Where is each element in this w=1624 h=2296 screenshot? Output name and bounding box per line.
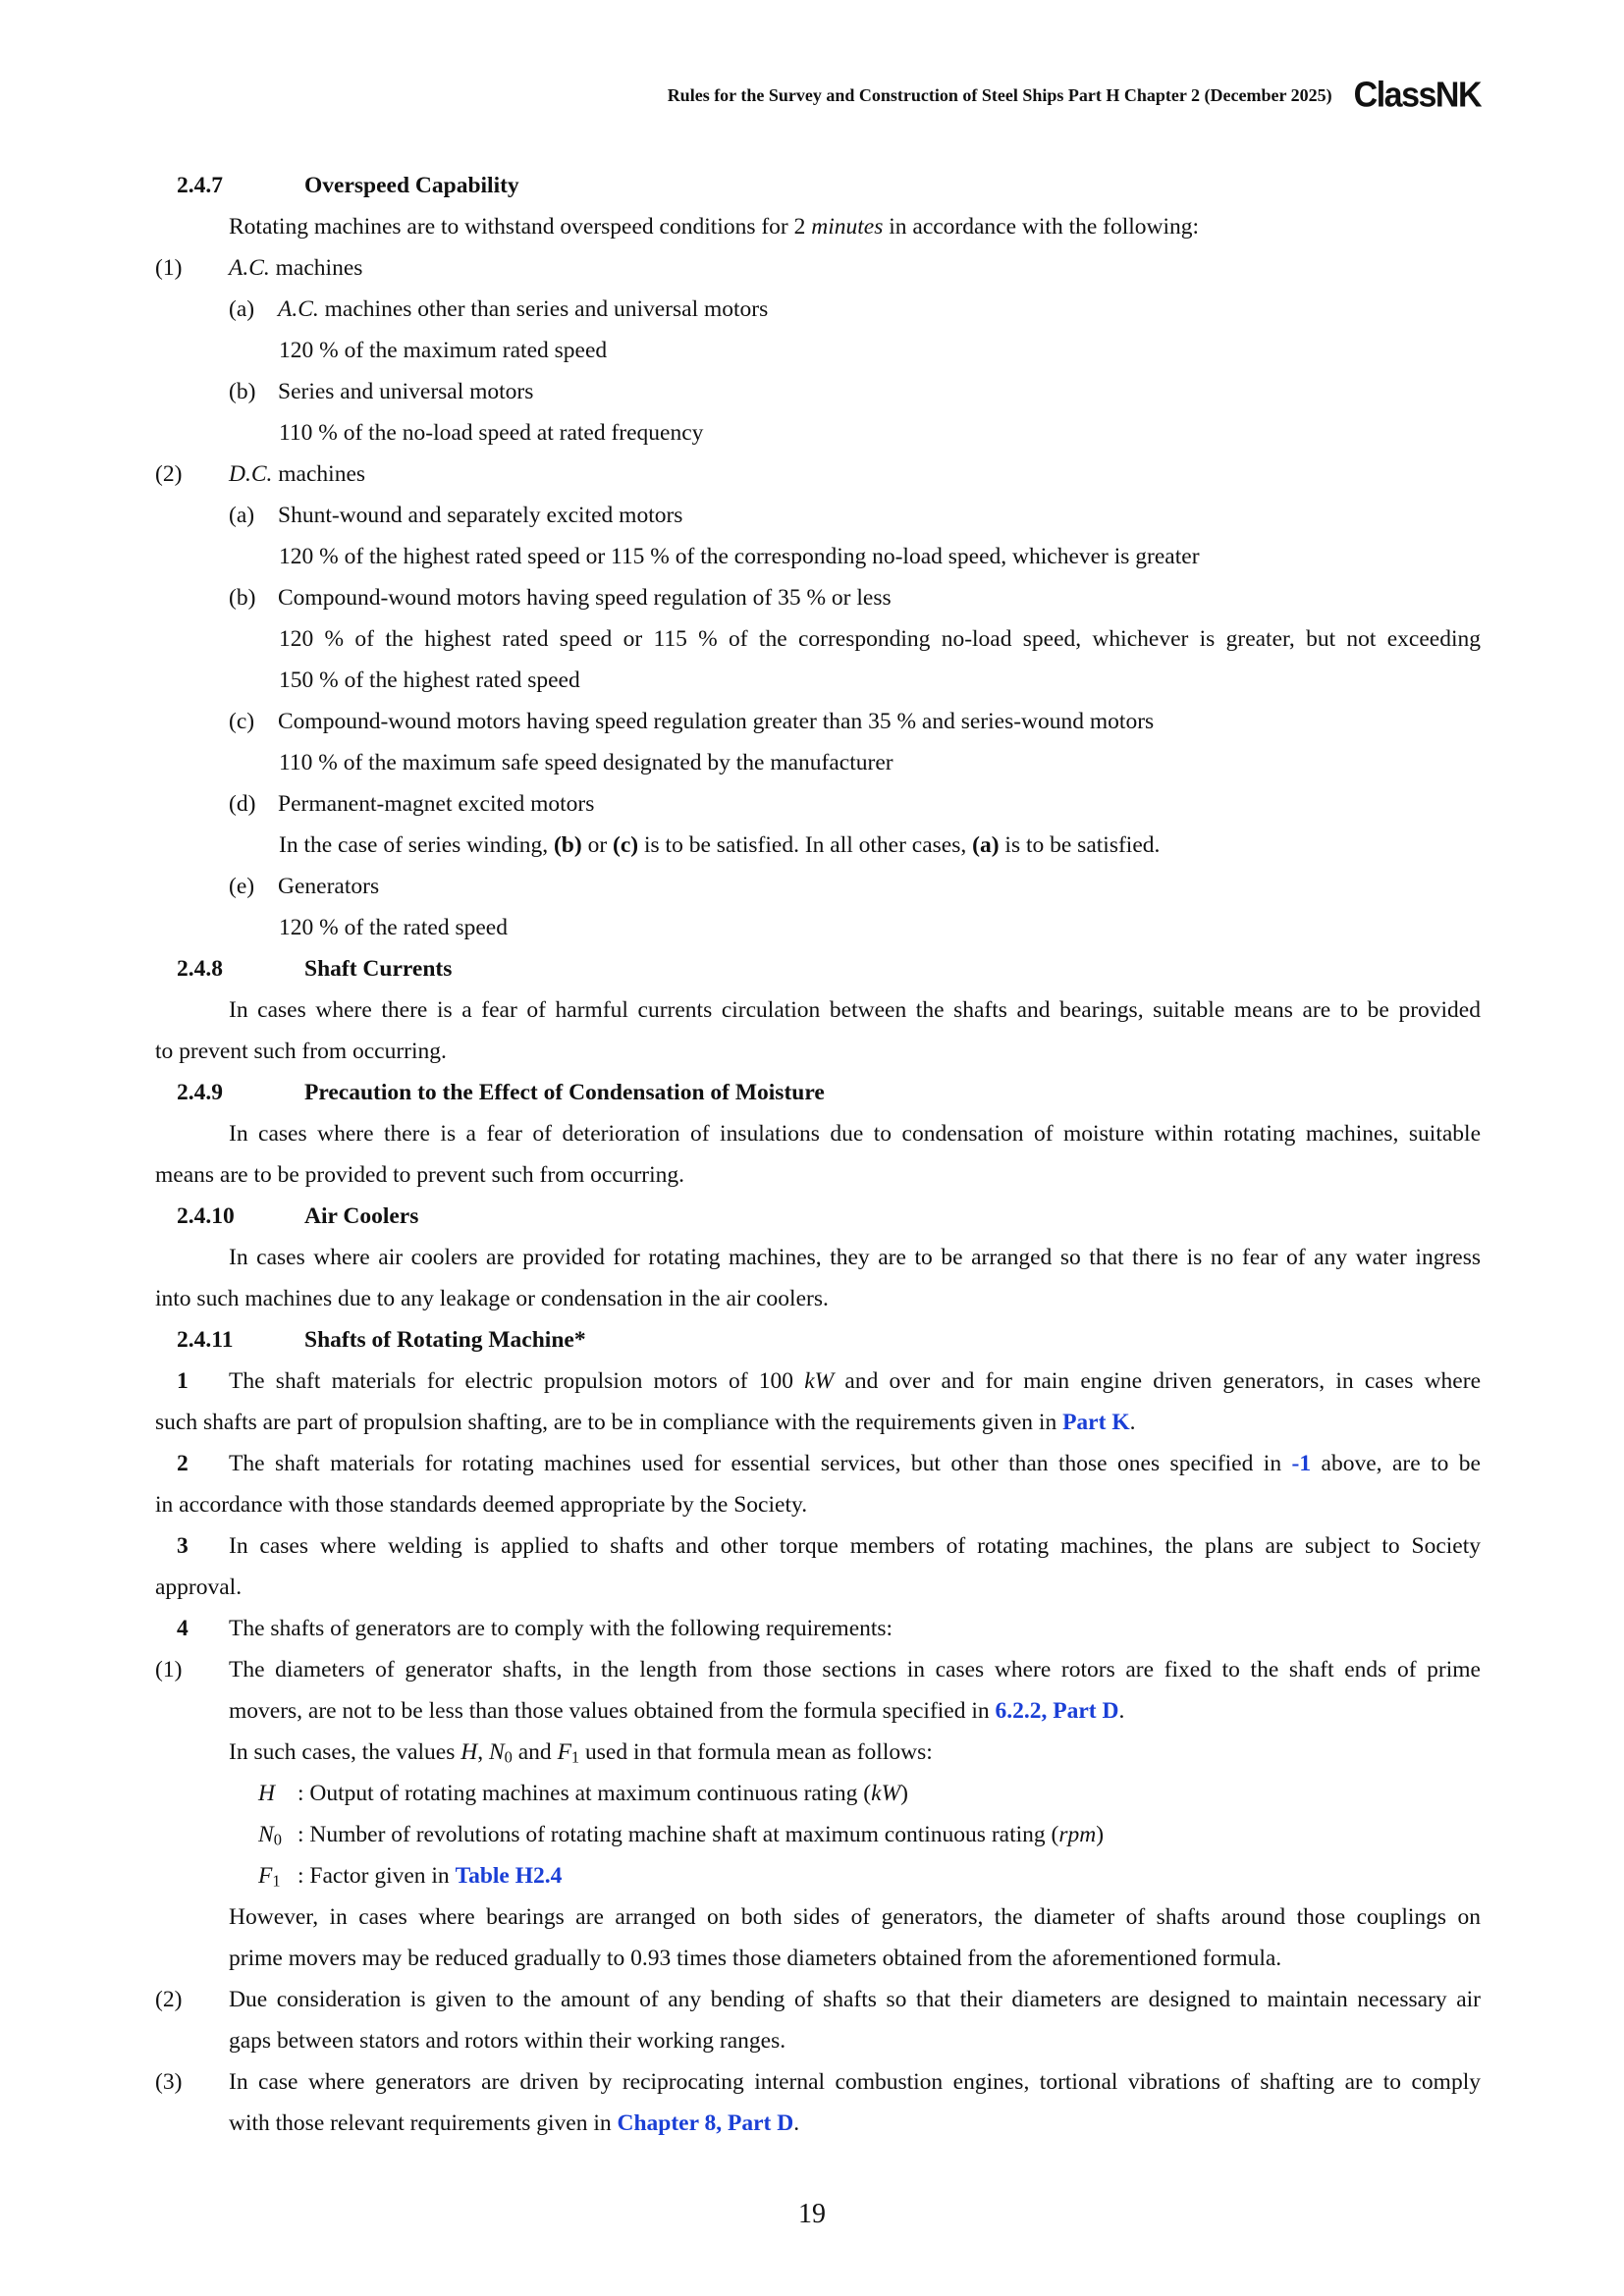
classnk-logo: ClassNK xyxy=(1353,76,1481,115)
symbol-n: N xyxy=(258,1822,274,1847)
list-item-e xyxy=(155,866,1481,907)
symbol-f: F xyxy=(557,1739,571,1765)
list-item-a xyxy=(155,289,1481,330)
subscript: 1 xyxy=(272,1871,281,1891)
list-item-a xyxy=(155,495,1481,536)
list-label: (1) xyxy=(155,255,183,281)
text-run: , xyxy=(477,1739,489,1765)
paragraph-number: 1 xyxy=(177,1368,189,1394)
paragraph-1-line xyxy=(155,1402,1481,1443)
text-run: Rotating machines are to withstand overspeed conditions for 2 xyxy=(229,214,812,240)
text-run-bold: (a) xyxy=(972,832,1000,858)
text-run: is to be satisfied. xyxy=(999,832,1161,858)
text-run: in accordance with the following: xyxy=(883,214,1200,240)
text-run: . xyxy=(1118,1698,1125,1724)
list-label: (d) xyxy=(229,791,256,817)
definition-text: : Factor given in xyxy=(298,1863,456,1889)
text-run: Due consideration is given to the amount of any bending of shafts so that their diameters are designed to maintain necessary air xyxy=(229,1987,1481,2012)
symbol-f: F xyxy=(258,1863,273,1889)
list-item-b xyxy=(155,371,1481,412)
list-item-line xyxy=(155,1732,1481,1773)
paragraph-3-line xyxy=(155,1525,1481,1567)
list-label: (a) xyxy=(229,296,255,322)
text-run: . xyxy=(1129,1410,1136,1435)
reference-link-chapter-8-part-d[interactable]: Chapter 8, Part D xyxy=(617,2110,794,2136)
text-run: machines xyxy=(269,255,363,281)
text-run: machines other than series and universal motors xyxy=(318,296,769,322)
symbol-n: N xyxy=(488,1739,505,1765)
section-number: 2.4.9 xyxy=(177,1080,223,1105)
paragraph-4-line xyxy=(155,1608,1481,1649)
text-run: In cases where welding is applied to shafts and other torque members of rotating machines, the plans are subject to Society xyxy=(229,1533,1481,1559)
text-run-italic: D.C. xyxy=(229,461,273,487)
reference-link-6-2-2-part-d[interactable]: 6.2.2, Part D xyxy=(995,1698,1119,1724)
text-run: Permanent-magnet excited motors xyxy=(278,791,595,817)
paragraph-2-line xyxy=(155,1443,1481,1484)
text-run: In such cases, the values xyxy=(229,1739,461,1765)
list-item-c xyxy=(155,701,1481,742)
section-heading-2-4-8 xyxy=(155,948,1481,989)
paragraph-line: means are to be provided to prevent such from occurring. xyxy=(155,1162,685,1188)
list-item-3 xyxy=(155,2061,1481,2103)
paragraph-number: 4 xyxy=(177,1616,189,1641)
list-item-line: gaps between stators and rotors within their working ranges. xyxy=(229,2028,786,2054)
text-run-bold: (c) xyxy=(613,832,639,858)
list-label: (2) xyxy=(155,461,183,487)
paragraph-line: In cases where there is a fear of deterioration of insulations due to condensation of moisture within rotating machines, suitable xyxy=(229,1121,1481,1147)
list-label: (b) xyxy=(229,379,256,404)
paragraph-line: into such machines due to any leakage or condensation in the air coolers. xyxy=(155,1286,829,1311)
list-item-1 xyxy=(155,1649,1481,1690)
text-run: The diameters of generator shafts, in the length from those sections in cases where rotors are fixed to the shaft ends of prime xyxy=(229,1657,1481,1682)
definition-symbol xyxy=(258,1814,298,1860)
text-run-bold: (b) xyxy=(553,832,582,858)
list-item-line xyxy=(155,2103,1481,2144)
list-item-line: prime movers may be reduced gradually to 0.93 times those diameters obtained from the aforementioned formula. xyxy=(229,1946,1282,1971)
list-label: (1) xyxy=(155,1657,183,1682)
section-number: 2.4.11 xyxy=(177,1327,234,1353)
section-heading-2-4-11 xyxy=(155,1319,1481,1361)
text-run: such shafts are part of propulsion shafting, are to be in compliance with the requirements given in xyxy=(155,1410,1063,1435)
list-item-line xyxy=(155,1690,1481,1732)
paragraph-line: to prevent such from occurring. xyxy=(155,1039,447,1064)
list-item-value: 120 % of the highest rated speed or 115 % of the corresponding no-load speed, whichever is greater xyxy=(279,544,1200,569)
list-item-b xyxy=(155,577,1481,618)
text-run: machines xyxy=(272,461,366,487)
text-run: ) xyxy=(900,1781,908,1806)
section-number: 2.4.7 xyxy=(177,173,223,198)
definition-f1 xyxy=(155,1855,1481,1896)
page-content xyxy=(155,165,1481,2144)
symbol-h: H xyxy=(460,1739,478,1765)
text-run: Compound-wound motors having speed regulation greater than 35 % and series-wound motors xyxy=(278,709,1155,734)
page-number: 19 xyxy=(798,2199,826,2229)
list-label: (3) xyxy=(155,2069,183,2095)
paragraph-2-line: in accordance with those standards deemed appropriate by the Society. xyxy=(155,1492,808,1518)
text-run-italic: kW xyxy=(804,1368,835,1394)
text-run: . xyxy=(793,2110,800,2136)
section-title: Overspeed Capability xyxy=(304,173,519,198)
paragraph-1-line xyxy=(155,1361,1481,1402)
text-run: above, are to be xyxy=(1311,1451,1481,1476)
section-heading-2-4-9 xyxy=(155,1072,1481,1113)
definition-symbol xyxy=(258,1855,298,1901)
paragraph-line: In cases where there is a fear of harmful currents circulation between the shafts and bearings, suitable means are to be provided xyxy=(229,997,1481,1023)
paragraph-number: 3 xyxy=(177,1533,189,1559)
text-run-italic: A.C. xyxy=(229,255,270,281)
text-run: Shunt-wound and separately excited motors xyxy=(278,503,683,528)
list-label: (2) xyxy=(155,1987,183,2012)
text-run: Compound-wound motors having speed regulation of 35 % or less xyxy=(278,585,892,611)
text-run: In case where generators are driven by reciprocating internal combustion engines, tortional vibrations of shafting are to comply xyxy=(229,2069,1481,2095)
list-label: (a) xyxy=(229,503,255,528)
subscript: 0 xyxy=(273,1830,282,1849)
header-title: Rules for the Survey and Construction of Steel Ships Part H Chapter 2 (December 2025) xyxy=(667,85,1332,105)
list-item-value: 110 % of the no-load speed at rated frequency xyxy=(279,420,704,446)
list-item-value: 120 % of the highest rated speed or 115 % of the corresponding no-load speed, whichever is greater, but not exceeding xyxy=(279,626,1481,652)
list-item-value: 110 % of the maximum safe speed designated by the manufacturer xyxy=(279,750,893,775)
page-header xyxy=(668,77,1481,115)
text-run: is to be satisfied. In all other cases, xyxy=(638,832,973,858)
list-label: (e) xyxy=(229,874,255,899)
text-run: The shafts of generators are to comply with the following requirements: xyxy=(229,1616,893,1641)
text-run: used in that formula mean as follows: xyxy=(579,1739,933,1765)
definition-n0 xyxy=(155,1814,1481,1855)
definition-symbol: H xyxy=(258,1781,275,1806)
text-run: and xyxy=(512,1739,558,1765)
subscript: 0 xyxy=(504,1747,513,1767)
text-run: with those relevant requirements given in xyxy=(229,2110,618,2136)
section-heading-2-4-10 xyxy=(155,1196,1481,1237)
text-run-italic: minutes xyxy=(811,214,884,240)
text-run: and over and for main engine driven generators, in cases where xyxy=(834,1368,1481,1394)
reference-link-part-k[interactable]: Part K xyxy=(1062,1410,1130,1435)
reference-link-para-1[interactable]: -1 xyxy=(1291,1451,1312,1476)
section-number: 2.4.10 xyxy=(177,1203,235,1229)
list-item-value: 120 % of the rated speed xyxy=(279,915,508,940)
text-run: Series and universal motors xyxy=(278,379,534,404)
list-item-line: However, in cases where bearings are arranged on both sides of generators, the diameter of shafts around those couplings on xyxy=(229,1904,1481,1930)
section-title: Precaution to the Effect of Condensation of Moisture xyxy=(304,1080,825,1105)
section-title: Air Coolers xyxy=(304,1203,419,1229)
text-run: ) xyxy=(1096,1822,1105,1847)
text-run: The shaft materials for electric propulsion motors of 100 xyxy=(229,1368,805,1394)
text-run-italic: A.C. xyxy=(278,296,319,322)
list-item-value: 120 % of the maximum rated speed xyxy=(279,338,608,363)
list-label: (c) xyxy=(229,709,255,734)
list-item-1 xyxy=(155,247,1481,289)
section-number: 2.4.8 xyxy=(177,956,223,982)
paragraph-line xyxy=(155,206,1481,247)
reference-link-table-h2-4[interactable]: Table H2.4 xyxy=(455,1863,563,1889)
text-run: movers, are not to be less than those values obtained from the formula specified in xyxy=(229,1698,996,1724)
text-run: or xyxy=(581,832,614,858)
paragraph-3-line: approval. xyxy=(155,1575,243,1600)
unit: kW xyxy=(871,1781,901,1806)
unit: rpm xyxy=(1058,1822,1097,1847)
paragraph-number: 2 xyxy=(177,1451,189,1476)
subscript: 1 xyxy=(570,1747,580,1767)
definition-text: : Number of revolutions of rotating machine shaft at maximum continuous rating ( xyxy=(298,1822,1059,1847)
list-item-2 xyxy=(155,454,1481,495)
list-item-value xyxy=(155,825,1481,866)
text-run: In the case of series winding, xyxy=(279,832,554,858)
text-run: Generators xyxy=(278,874,380,899)
list-item-2 xyxy=(155,1979,1481,2020)
section-title: Shaft Currents xyxy=(304,956,453,982)
definition-h xyxy=(155,1773,1481,1814)
list-label: (b) xyxy=(229,585,256,611)
text-run: The shaft materials for rotating machines used for essential services, but other than those ones specified in xyxy=(229,1451,1292,1476)
section-heading-2-4-7 xyxy=(155,165,1481,206)
list-item-d xyxy=(155,783,1481,825)
section-title: Shafts of Rotating Machine* xyxy=(304,1327,586,1353)
paragraph-line: In cases where air coolers are provided for rotating machines, they are to be arranged so that there is no fear of any water ingress xyxy=(229,1245,1481,1270)
definition-text: : Output of rotating machines at maximum continuous rating ( xyxy=(298,1781,872,1806)
list-item-value: 150 % of the highest rated speed xyxy=(279,667,580,693)
